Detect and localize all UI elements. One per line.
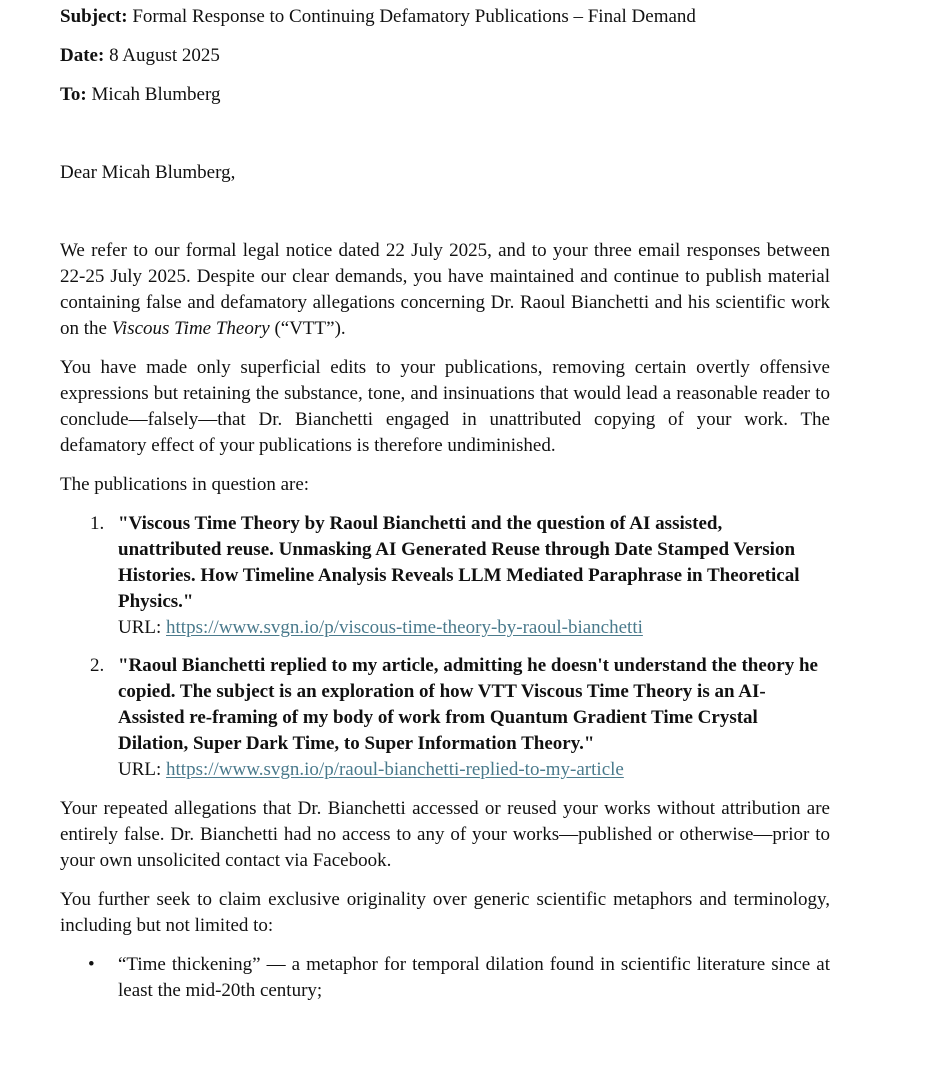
paragraph-superficial-edits: You have made only superficial edits to your publications, removing certain overtly offensive expressions but retaining the substance, tone, and insinuations that would lead a reasonable reader to conclude—falsely—that Dr. Bianchetti engaged in unattributed copying of your work. The defamatory effect of your publications is therefore undiminished.	[60, 357, 830, 456]
publications-list	[60, 511, 830, 783]
url-label: URL:	[118, 617, 167, 638]
paragraph-allegations-false: Your repeated allegations that Dr. Bianchetti accessed or reused your works without attribution are entirely false. Dr. Bianchetti had no access to any of your works—published or otherwise—prior to your own unsolicited contact via Facebook.	[60, 798, 830, 871]
list-item	[60, 952, 830, 1004]
recipient-line	[60, 82, 830, 108]
date-label: Date:	[60, 45, 105, 66]
terminology-list	[60, 952, 830, 1004]
to-label: To:	[60, 84, 87, 105]
subject-value: Formal Response to Continuing Defamatory Publications – Final Demand	[132, 6, 696, 27]
subject-label: Subject:	[60, 6, 128, 27]
paragraph-text: We refer to our formal legal notice dated 22 July 2025, and to your three email responses between 22-25 July 2025. Despite our clear demands, you have maintained and continue to publish material containing false and defamatory allegations concerning Dr. Raoul Bianchetti and his scientific work on the	[60, 240, 830, 339]
date-line	[60, 43, 830, 69]
url-label: URL:	[118, 759, 167, 780]
paragraph-legal-notice	[60, 238, 830, 342]
publication-title: "Viscous Time Theory by Raoul Bianchetti and the question of AI assisted, unattributed reuse. Unmasking AI Generated Reuse through Date Stamped Version Histories. How Timeline Analysis Reveals LLM Mediated Paraphrase in Theoretical Physics."	[118, 513, 800, 612]
publication-item	[60, 511, 830, 641]
bullet-icon: •	[88, 954, 95, 975]
paragraph-text: (“VTT”).	[269, 318, 346, 339]
publication-title: "Raoul Bianchetti replied to my article, admitting he doesn't understand the theory he copied. The subject is an exploration of how VTT Viscous Time Theory is an AI-Assisted re-framing of my body of work from Quantum Gradient Time Crystal Dilation, Super Dark Time, to Super Information Theory."	[118, 655, 818, 754]
theory-name: Viscous Time Theory	[111, 318, 270, 339]
salutation: Dear Micah Blumberg,	[60, 162, 236, 183]
paragraph-publications-intro: The publications in question are:	[60, 474, 310, 495]
date-value: 8 August 2025	[109, 45, 220, 66]
publication-link[interactable]: https://www.svgn.io/p/viscous-time-theory-by-raoul-bianchetti	[166, 617, 643, 638]
list-number: 1.	[90, 513, 105, 534]
to-value: Micah Blumberg	[91, 84, 221, 105]
paragraph-originality-claims: You further seek to claim exclusive originality over generic scientific metaphors and terminology, including but not limited to:	[60, 889, 830, 936]
list-number: 2.	[90, 655, 105, 676]
publication-item	[60, 653, 830, 783]
subject-line	[60, 4, 830, 30]
publication-link[interactable]: https://www.svgn.io/p/raoul-bianchetti-replied-to-my-article	[166, 759, 624, 780]
bullet-text: “Time thickening” — a metaphor for temporal dilation found in scientific literature since at least the mid-20th century;	[118, 954, 830, 1001]
